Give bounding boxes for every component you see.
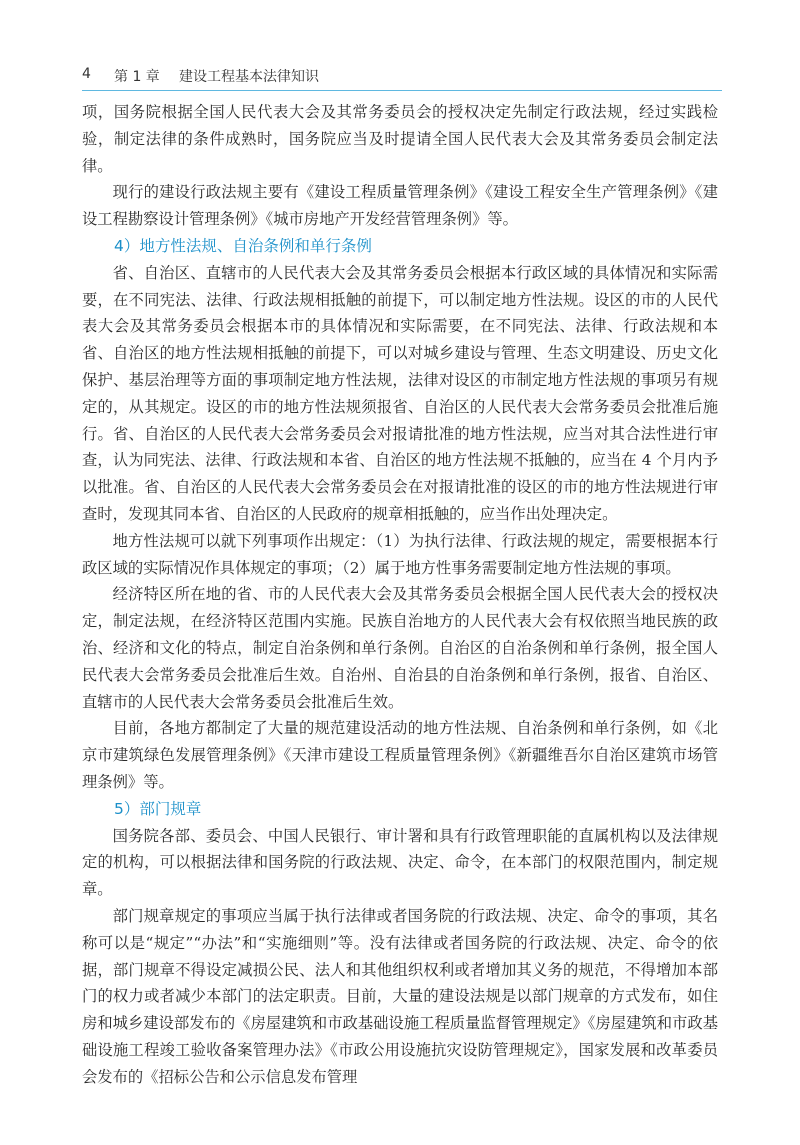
paragraph: 项，国务院根据全国人民代表大会及其常务委员会的授权决定先制定行政法规，经过实践检验，制定法律的条件成熟时，国务院应当及时提请全国人民代表大会及其常务委员会制定法律。 [82,103,718,175]
header-rule [82,90,722,91]
paragraph: 部门规章规定的事项应当属于执行法律或者国务院的行政法规、决定、命令的事项，其名称可以是“规定”“办法”和“实施细则”等。没有法律或者国务院的行政法规、决定、命令的依据，部门规章不得设定减损公民、法人和其他组织权利或者增加其义务的规范，不得增加本部门的权力或者减少本部门的法定职责。目前，大量的建设法规是以部门规章的方式发布，如住房和城乡建设部发布的《房屋建筑和市政基础设施工程质量监督管理规定》《房屋建筑和市政基础设施工程竣工验收备案管理办法》《市政公用设施抗灾设防管理规定》，国家发展和改革委员会发布的《招标公告和公示信息发布管理 [82,906,718,1086]
section-heading-5: 5）部门规章 [114,799,202,818]
page-body [82,99,718,1090]
paragraph: 地方性法规可以就下列事项作出规定：（1）为执行法律、行政法规的规定，需要根据本行政区域的实际情况作具体规定的事项；（2）属于地方性事务需要制定地方性法规的事项。 [82,531,718,577]
chapter-label: 第 1 章 [114,69,160,85]
paragraph: 经济特区所在地的省、市的人民代表大会及其常务委员会根据全国人民代表大会的授权决定，制定法规，在经济特区范围内实施。民族自治地方的人民代表大会有权依照当地民族的政治、经济和文化的特点，制定自治条例和单行条例。自治区的自治条例和单行条例，报全国人民代表大会常务委员会批准后生效。自治州、自治县的自治条例和单行条例，报省、自治区、直辖市的人民代表大会常务委员会批准后生效。 [82,585,718,711]
section-heading-4: 4）地方性法规、自治条例和单行条例 [114,236,372,255]
paragraph: 现行的建设行政法规主要有《建设工程质量管理条例》《建设工程安全生产管理条例》《建设工程勘察设计管理条例》《城市房地产开发经营管理条例》等。 [82,183,718,229]
paragraph: 目前，各地方都制定了大量的规范建设活动的地方性法规、自治条例和单行条例，如《北京市建筑绿色发展管理条例》《天津市建设工程质量管理条例》《新疆维吾尔自治区建筑市场管理条例》等。 [82,719,718,791]
paragraph: 省、自治区、直辖市的人民代表大会及其常务委员会根据本行政区域的具体情况和实际需要，在不同宪法、法律、行政法规相抵触的前提下，可以制定地方性法规。设区的市的人民代表大会及其常务委员会根据本市的具体情况和实际需要，在不同宪法、法律、行政法规和本省、自治区的地方性法规相抵触的前提下，可以对城乡建设与管理、生态文明建设、历史文化保护、基层治理等方面的事项制定地方性法规，法律对设区的市制定地方性法规的事项另有规定的，从其规定。设区的市的地方性法规须报省、自治区的人民代表大会常务委员会批准后施行。省、自治区的人民代表大会常务委员会对报请批准的地方性法规，应当对其合法性进行审查，认为同宪法、法律、行政法规和本省、自治区的地方性法规不抵触的，应当在 4 个月内予以批准。省、自治区的人民代表大会常务委员会在对报请批准的设区的市的地方性法规进行审查时，发现其同本省、自治区的人民政府的规章相抵触的，应当作出处理决定。 [82,263,718,523]
page-number: 4 [82,66,91,82]
page-header [82,66,722,88]
chapter-title: 建设工程基本法律知识 [179,69,319,85]
paragraph: 国务院各部、委员会、中国人民银行、审计署和具有行政管理职能的直属机构以及法律规定的机构，可以根据法律和国务院的行政法规、决定、命令，在本部门的权限范围内，制定规章。 [82,826,718,899]
